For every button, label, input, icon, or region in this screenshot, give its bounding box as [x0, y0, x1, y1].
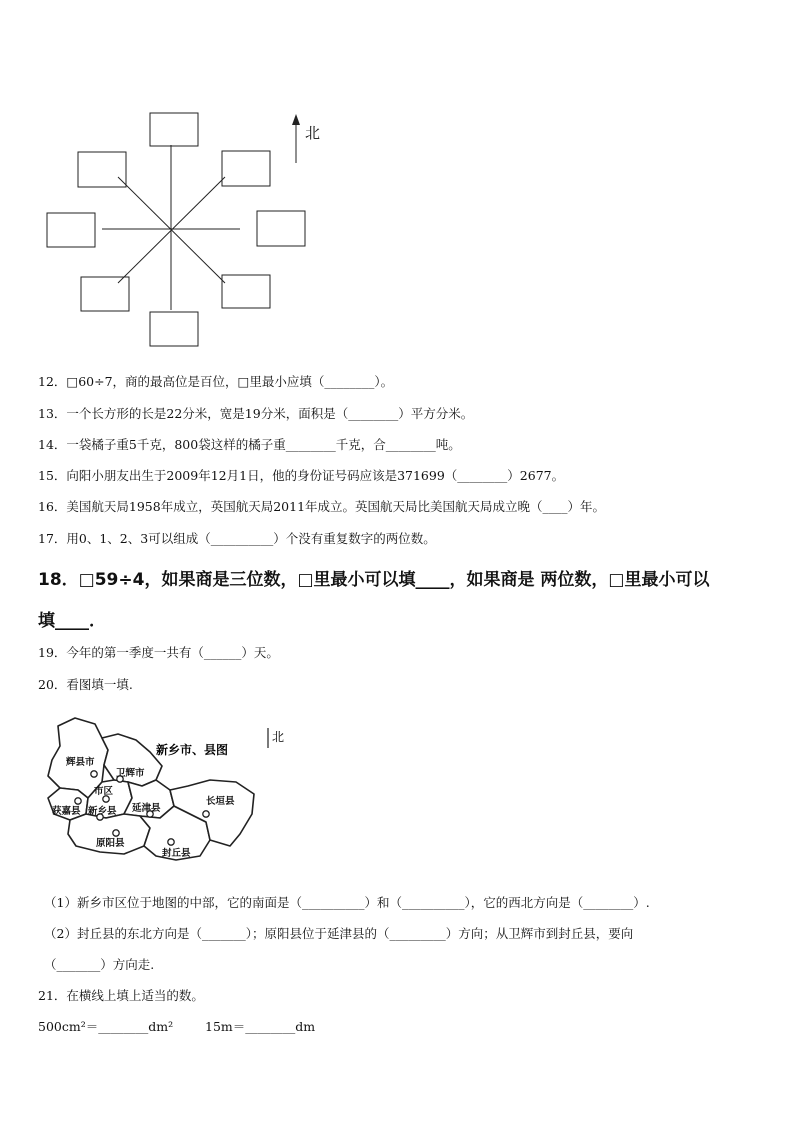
map-north-label: 北: [272, 730, 285, 744]
box-southwest: [81, 277, 129, 311]
direction-diagram: [40, 105, 310, 355]
marker-changyuan: [203, 811, 209, 817]
marker-fengqiu: [168, 839, 174, 845]
box-southeast: [222, 275, 270, 308]
compass-north-label: 北: [305, 124, 321, 142]
box-south: [150, 312, 198, 346]
label-fengqiu: 封丘县: [162, 848, 191, 859]
label-xinxiang: 新乡县: [88, 806, 117, 817]
label-huixian: 辉县市: [66, 757, 95, 768]
label-yuanyang: 原阳县: [96, 838, 125, 849]
box-east: [257, 211, 305, 246]
label-yanjin: 延津县: [132, 803, 161, 814]
label-shiqu: 市区: [94, 786, 114, 797]
question-12: 12．□60÷7，商的最高位是百位，□里最小应填（________）。: [38, 374, 394, 389]
marker-huojia: [75, 798, 81, 804]
question-16: 16．美国航天局1958年成立，英国航天局2011年成立。英国航天局比美国航天局成立晚（____）年。: [38, 499, 606, 514]
box-west: [47, 213, 95, 247]
label-changyuan: 长垣县: [206, 796, 235, 807]
box-north: [150, 113, 198, 146]
question-21: 21．在横线上填上适当的数。: [38, 988, 204, 1003]
xinxiang-map: [40, 710, 300, 870]
question-20: 20．看图填一填.: [38, 677, 133, 692]
question-19: 19．今年的第一季度一共有（______）天。: [38, 645, 279, 660]
marker-huixian: [91, 771, 97, 777]
question-15: 15．向阳小朋友出生于2009年12月1日，他的身份证号码应该是371699（________）2677。: [38, 468, 565, 483]
question-20-part2-line2: （_______）方向走.: [44, 957, 155, 972]
question-18-line2: 填____．: [38, 611, 106, 631]
question-21-a: 500cm²＝________dm²: [38, 1019, 174, 1034]
question-13: 13．一个长方形的长是22分米，宽是19分米，面积是（________）平方分米。: [38, 406, 474, 421]
question-18-line1: 18．□59÷4，如果商是三位数，□里最小可以填____，如果商是 两位数，□里最小可以: [38, 570, 710, 590]
north-arrow-head: [292, 114, 300, 125]
question-14: 14．一袋橘子重5千克，800袋这样的橘子重________千克，合________吨。: [38, 437, 461, 452]
label-huojia: 获嘉县: [52, 806, 81, 817]
question-20-part2-line1: （2）封丘县的东北方向是（_______）；原阳县位于延津县的（_________）方向；从卫辉市到封丘县，要向: [44, 926, 634, 941]
question-17: 17．用0、1、2、3可以组成（__________）个没有重复数字的两位数。: [38, 531, 436, 546]
marker-yuanyang: [113, 830, 119, 836]
box-northeast: [222, 151, 270, 186]
map-title: 新乡市、县图: [156, 743, 229, 757]
box-northwest: [78, 152, 126, 187]
label-weihui: 卫辉市: [116, 768, 145, 779]
question-21-b: 15m＝________dm: [205, 1019, 316, 1034]
question-20-part1: （1）新乡市区位于地图的中部，它的南面是（__________）和（__________），它的西北方向是（________）.: [44, 895, 650, 910]
